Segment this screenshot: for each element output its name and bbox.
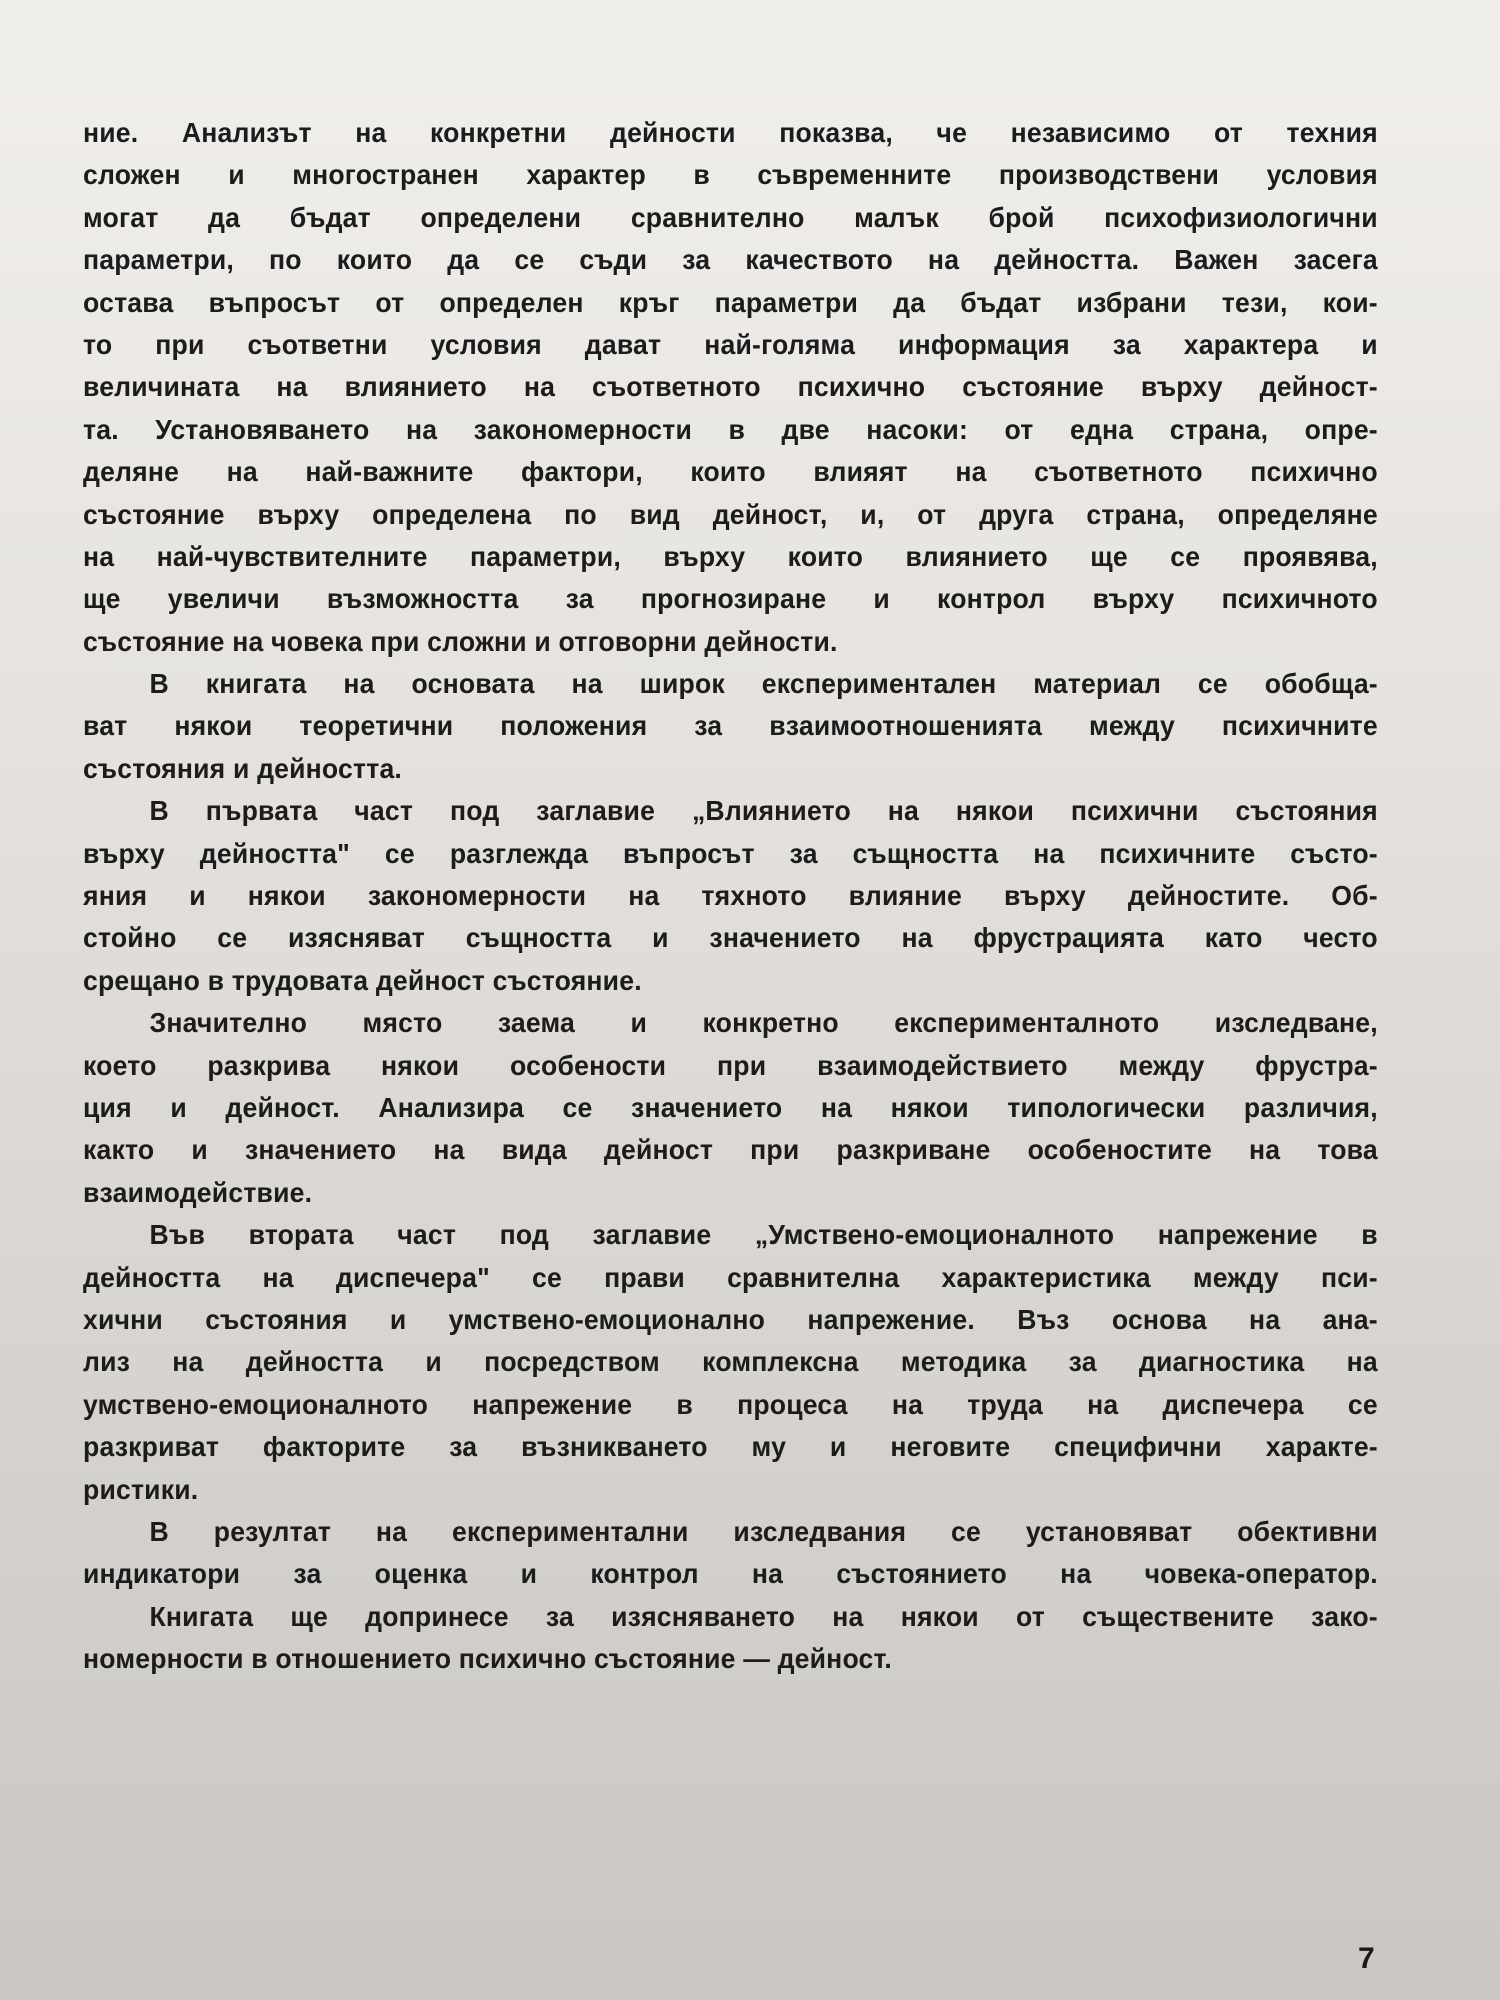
text-line: параметри, по които да се съди за качеството на дейността. Важен засега [83,244,1378,276]
paragraph [83,112,1378,663]
text-line: сложен и многостранен характер в съвременните производствени условия [83,159,1378,191]
text-line: стойно се изясняват същността и значението на фрустрацията като често [83,922,1378,954]
text-line: номерности в отношението психично състояние — дейност. [83,1643,892,1675]
text-line: В първата част под заглавие „Влиянието на някои психични състояния [149,795,1378,827]
text-line: хични състояния и умствено-емоционално напрежение. Въз основа на ана- [83,1303,1378,1335]
text-line: В книгата на основата на широк експериментален материал се обобща- [149,668,1378,700]
text-line: остава въпросът от определен кръг параметри да бъдат избрани тези, кои- [83,286,1378,318]
text-line: величината на влиянието на съответното психично състояние върху дейност- [83,371,1378,403]
text-line: та. Установяването на закономерности в две насоки: от една страна, опре- [83,413,1378,445]
page-number: 7 [1358,1942,1375,1975]
text-line: Книгата ще допринесе за изясняването на някои от съществените зако- [149,1600,1378,1632]
text-line: ще увеличи възможността за прогнозиране и контрол върху психичното [83,583,1378,615]
body-text [83,112,1378,1680]
text-line: ристики. [83,1473,199,1505]
paragraph [83,1002,1378,1214]
text-line: което разкрива някои особености при взаимодействието между фрустра- [83,1049,1378,1081]
text-line: умствено-емоционалното напрежение в процеса на труда на диспечера се [83,1388,1378,1420]
text-line: В резултат на експериментални изследвания се установяват обективни [149,1515,1378,1547]
text-line: деляне на най-важните фактори, които влияят на съответното психично [83,456,1378,488]
paragraph [83,1511,1378,1596]
text-line: индикатори за оценка и контрол на състоянието на човека-оператор. [83,1558,1378,1590]
text-line: върху дейността" се разглежда въпросът за същността на психичните състо- [83,837,1378,869]
text-line: състояние на човека при сложни и отговорни дейности. [83,625,838,657]
text-line: ние. Анализът на конкретни дейности показва, че независимо от техния [83,117,1378,148]
text-line: Във втората част под заглавие „Умствено-емоционалното напрежение в [149,1219,1378,1251]
text-line: състояние върху определена по вид дейност, и, от друга страна, определяне [83,498,1378,530]
text-line: дейността на диспечера" се прави сравнителна характеристика между пси- [83,1261,1378,1293]
text-line: състояния и дейността. [83,752,403,784]
paragraph [83,790,1378,1002]
paragraph [83,1214,1378,1511]
text-line: както и значението на вида дейност при разкриване особеностите на това [83,1134,1378,1166]
paragraph [83,663,1378,790]
text-line: то при съответни условия дават най-голяма информация за характера и [83,328,1378,360]
paragraph [83,1596,1378,1681]
text-line: яния и някои закономерности на тяхното влияние върху дейностите. Об- [83,880,1378,912]
text-line: ват някои теоретични положения за взаимоотношенията между психичните [83,710,1378,742]
text-line: Значително място заема и конкретно експерименталното изследване, [149,1007,1378,1039]
text-line: на най-чувствителните параметри, върху които влиянието ще се проявява, [83,540,1378,572]
text-line: ция и дейност. Анализира се значението на някои типологически различия, [83,1091,1378,1123]
text-line: могат да бъдат определени сравнително малък брой психофизиологични [83,201,1378,233]
text-line: разкриват факторите за възникването му и неговите специфични характе- [83,1431,1378,1463]
text-line: взаимодействие. [83,1176,313,1208]
text-line: срещано в трудовата дейност състояние. [83,964,642,996]
text-line: лиз на дейността и посредством комплексна методика за диагностика на [83,1346,1378,1378]
